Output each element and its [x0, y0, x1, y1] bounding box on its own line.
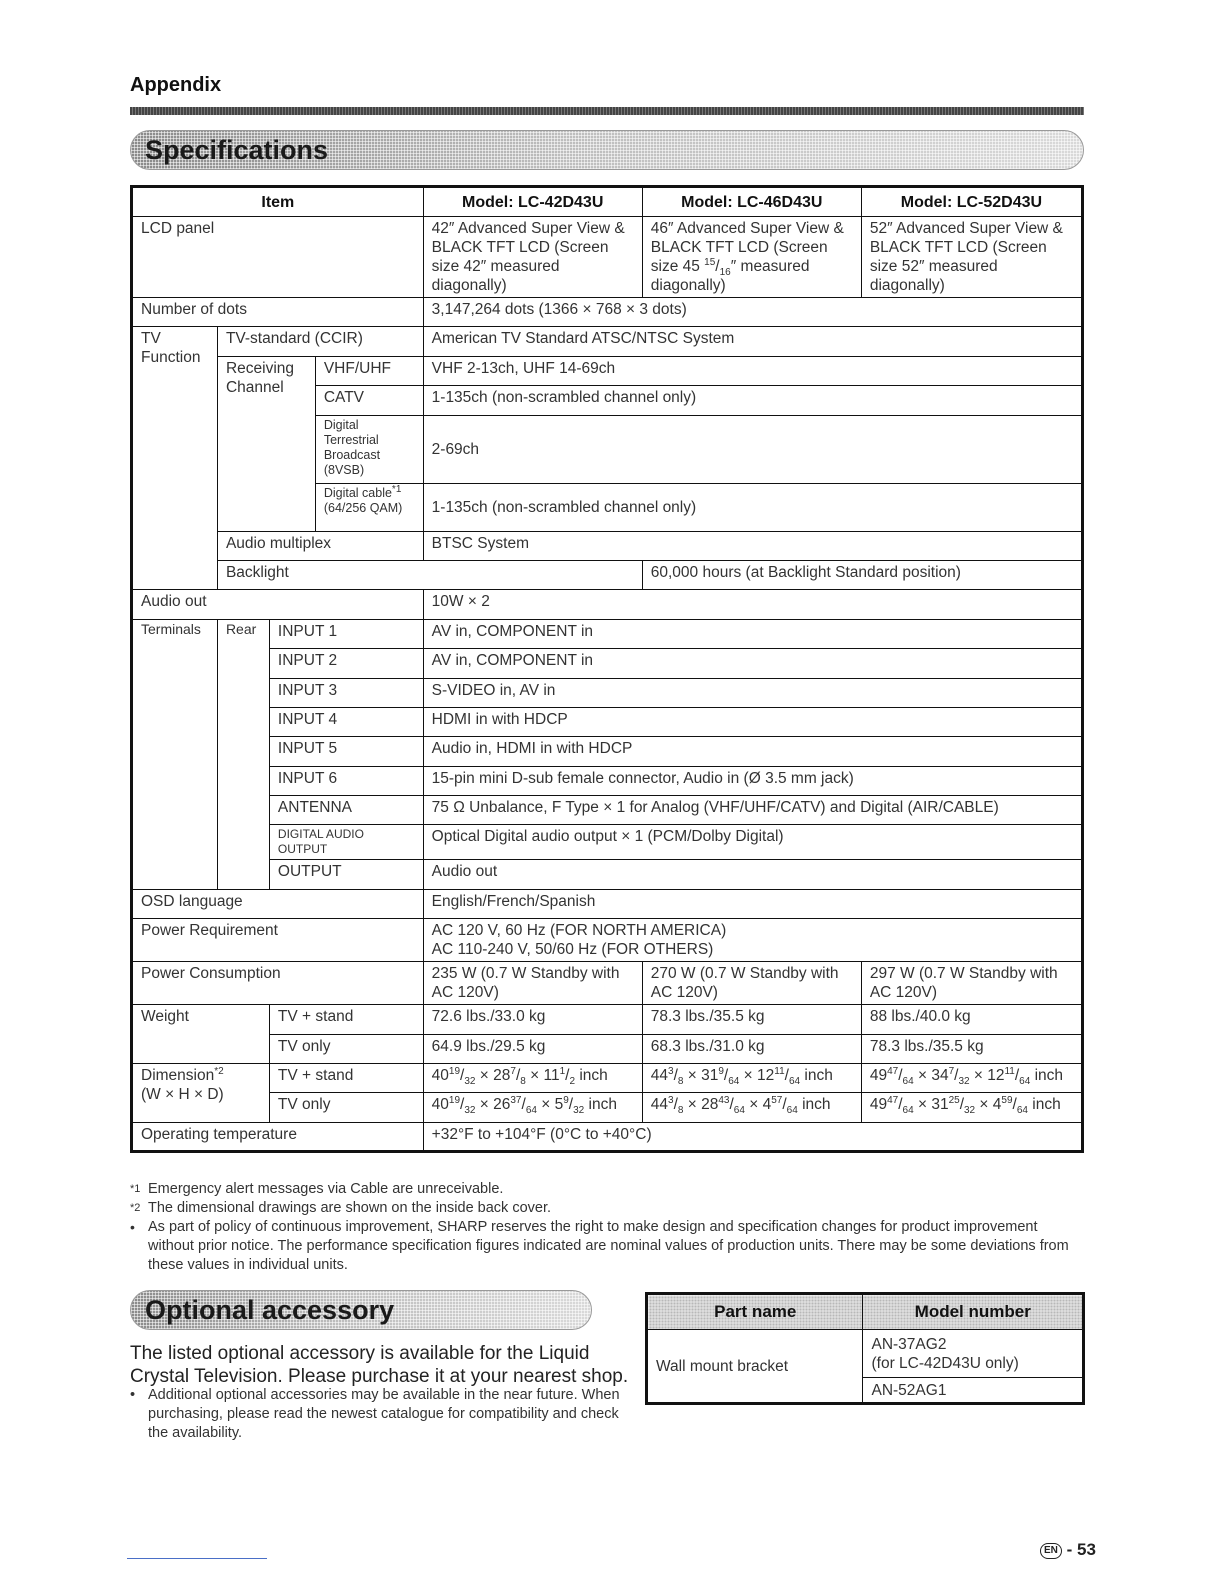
- cell-value: 78.3 lbs./35.5 kg: [642, 1005, 861, 1034]
- row-label: Operating temperature: [132, 1122, 424, 1151]
- table-row: [132, 678, 1083, 707]
- specifications-banner: [130, 130, 1084, 170]
- model-number: AN-37AG2 (for LC-42D43U only): [863, 1330, 1084, 1378]
- cell-value: AC 120 V, 60 Hz (FOR NORTH AMERICA) AC 110-240 V, 50/60 Hz (FOR OTHERS): [423, 919, 1082, 962]
- cell-value: 68.3 lbs./31.0 kg: [642, 1034, 861, 1063]
- row-label: TV + stand: [269, 1005, 423, 1034]
- cell-value: 270 W (0.7 W Standby with AC 120V): [642, 962, 861, 1005]
- footnote: *2 The dimensional drawings are shown on the inside back cover.: [130, 1200, 552, 1216]
- specifications-title: Specifications: [145, 135, 329, 165]
- row-label: Audio out: [132, 590, 424, 619]
- row-label: Receiving Channel: [217, 356, 315, 531]
- cell-value: AV in, COMPONENT in: [423, 619, 1082, 648]
- cell-value: HDMI in with HDCP: [423, 707, 1082, 736]
- table-row: [132, 298, 1083, 327]
- table-row: [132, 1122, 1083, 1151]
- cell-value: $49^{47}/_{64} \times 31^{25}/_{32} \times 4^{59}/_{64}$ inch: [861, 1093, 1082, 1122]
- row-label: Power Consumption: [132, 962, 424, 1005]
- table-row: [132, 356, 1083, 385]
- cell-value: $49^{47}/_{64} \times 34^7/_{32} \times 12^{11}/_{64}$ inch: [861, 1064, 1082, 1093]
- cell-value: $40^{19}/_{32} \times 26^{37}/_{64} \times 5^9/_{32}$ inch: [423, 1093, 642, 1122]
- header-model-number: Model number: [863, 1294, 1084, 1330]
- model-number: AN-52AG1: [863, 1378, 1084, 1404]
- header-item: Item: [132, 187, 424, 217]
- specifications-table: [130, 185, 1084, 1153]
- footnote: • As part of policy of continuous improvement, SHARP reserves the right to make design and specification changes for product improvement without prior notice. The performance specification figures indicated are nominal values of production units. There may be some deviations from these values in individual units.: [130, 1219, 1069, 1273]
- row-label: OUTPUT: [269, 860, 423, 889]
- optional-accessory-title: Optional accessory: [145, 1295, 395, 1325]
- cell-value: AV in, COMPONENT in: [423, 649, 1082, 678]
- cell-value: 75 Ω Unbalance, F Type × 1 for Analog (VHF/UHF/CATV) and Digital (AIR/CABLE): [423, 796, 1082, 825]
- cell-value: +32°F to +104°F (0°C to +40°C): [423, 1122, 1082, 1151]
- page-number: EN - 53: [1040, 1540, 1096, 1560]
- cell-value: 60,000 hours (at Backlight Standard position): [642, 560, 1082, 589]
- cell-value: 52″ Advanced Super View & BLACK TFT LCD (Screen size 52″ measured diagonally): [861, 217, 1082, 298]
- header-part-name: Part name: [647, 1294, 863, 1330]
- footnote: *1 Emergency alert messages via Cable are unreceivable.: [130, 1181, 504, 1197]
- cell-value: 42″ Advanced Super View & BLACK TFT LCD (Screen size 42″ measured diagonally): [423, 217, 642, 298]
- table-header-row: [132, 187, 1083, 217]
- language-badge: EN: [1040, 1543, 1062, 1559]
- table-row: [132, 1034, 1083, 1063]
- cell-value: $44^3/_8 \times 31^9/_{64} \times 12^{11}/_{64}$ inch: [642, 1064, 861, 1093]
- table-header-row: [647, 1294, 1084, 1330]
- header-model-52: Model: LC-52D43U: [861, 187, 1082, 217]
- row-label: TV + stand: [269, 1064, 423, 1093]
- cell-value: English/French/Spanish: [423, 889, 1082, 918]
- table-row: [132, 1064, 1083, 1093]
- cell-value: 235 W (0.7 W Standby with AC 120V): [423, 962, 642, 1005]
- row-label: INPUT 6: [269, 766, 423, 795]
- row-label: INPUT 3: [269, 678, 423, 707]
- cell-value: 78.3 lbs./35.5 kg: [861, 1034, 1082, 1063]
- table-row: [132, 962, 1083, 1005]
- header-model-42: Model: LC-42D43U: [423, 187, 642, 217]
- row-label: TV only: [269, 1093, 423, 1122]
- row-label: Rear: [217, 619, 269, 889]
- row-label: OSD language: [132, 889, 424, 918]
- table-row: [132, 560, 1083, 589]
- optional-intro: The listed optional accessory is available for the Liquid Crystal Television. Please purchase it at your nearest shop.: [130, 1343, 629, 1387]
- table-row: [132, 919, 1083, 962]
- row-label: ANTENNA: [269, 796, 423, 825]
- cell-value: 64.9 lbs./29.5 kg: [423, 1034, 642, 1063]
- bottom-rule: [127, 1558, 267, 1559]
- row-label: DIGITAL AUDIO OUTPUT: [269, 825, 423, 860]
- row-label: CATV: [315, 386, 423, 415]
- cell-value: 1-135ch (non-scrambled channel only): [423, 483, 1082, 531]
- row-label: Weight: [132, 1005, 270, 1064]
- cell-value: $40^{19}/_{32} \times 28^7/_8 \times 11^1/_2$ inch: [423, 1064, 642, 1093]
- cell-value: 15-pin mini D-sub female connector, Audio in (Ø 3.5 mm jack): [423, 766, 1082, 795]
- row-label: Terminals: [132, 619, 218, 889]
- table-row: [132, 796, 1083, 825]
- row-label: TV only: [269, 1034, 423, 1063]
- table-row: [132, 825, 1083, 860]
- cell-value: 297 W (0.7 W Standby with AC 120V): [861, 962, 1082, 1005]
- row-label: LCD panel: [132, 217, 424, 298]
- cell-value: Audio out: [423, 860, 1082, 889]
- table-row: [132, 327, 1083, 356]
- cell-value: 3,147,264 dots (1366 × 768 × 3 dots): [423, 298, 1082, 327]
- cell-value: 46″ Advanced Super View & BLACK TFT LCD (Screen size 45 $^{15}/_{16}''$ measured diagonally): [642, 217, 861, 298]
- table-row: [132, 707, 1083, 736]
- table-row: [132, 217, 1083, 298]
- table-row: [132, 619, 1083, 648]
- row-label: INPUT 2: [269, 649, 423, 678]
- table-row: [132, 860, 1083, 889]
- footnotes: [130, 1180, 1084, 1275]
- row-label: Digital cable$^{*1}$ (64/256 QAM): [315, 483, 423, 531]
- cell-value: BTSC System: [423, 531, 1082, 560]
- row-label: Power Requirement: [132, 919, 424, 962]
- cell-value: Optical Digital audio output × 1 (PCM/Dolby Digital): [423, 825, 1082, 860]
- cell-value: 1-135ch (non-scrambled channel only): [423, 386, 1082, 415]
- header-model-46: Model: LC-46D43U: [642, 187, 861, 217]
- table-row: [132, 590, 1083, 619]
- row-label: Number of dots: [132, 298, 424, 327]
- row-label: VHF/UHF: [315, 356, 423, 385]
- table-row: [132, 531, 1083, 560]
- cell-value: 72.6 lbs./33.0 kg: [423, 1005, 642, 1034]
- table-row: [132, 889, 1083, 918]
- part-name: Wall mount bracket: [647, 1330, 863, 1404]
- table-row: [132, 1005, 1083, 1034]
- row-label: INPUT 4: [269, 707, 423, 736]
- cell-value: Audio in, HDMI in with HDCP: [423, 737, 1082, 766]
- table-row: [647, 1330, 1084, 1378]
- row-label: Audio multiplex: [217, 531, 423, 560]
- cell-value: 88 lbs./40.0 kg: [861, 1005, 1082, 1034]
- optional-accessory-banner: [130, 1290, 592, 1330]
- table-row: [132, 649, 1083, 678]
- cell-value: 2-69ch: [423, 415, 1082, 483]
- row-label: TV-standard (CCIR): [217, 327, 423, 356]
- table-row: [132, 1093, 1083, 1122]
- cell-value: VHF 2-13ch, UHF 14-69ch: [423, 356, 1082, 385]
- cell-value: $44^3/_8 \times 28^{43}/_{64} \times 4^{57}/_{64}$ inch: [642, 1093, 861, 1122]
- cell-value: 10W × 2: [423, 590, 1082, 619]
- cell-value: S-VIDEO in, AV in: [423, 678, 1082, 707]
- row-label: INPUT 1: [269, 619, 423, 648]
- table-row: [132, 766, 1083, 795]
- heading-rule: [130, 107, 1084, 115]
- row-label: TV Function: [132, 327, 218, 590]
- accessory-table: [645, 1292, 1085, 1405]
- row-label: Backlight: [217, 560, 642, 589]
- row-label: Digital Terrestrial Broadcast (8VSB): [315, 415, 423, 483]
- row-label: INPUT 5: [269, 737, 423, 766]
- cell-value: American TV Standard ATSC/NTSC System: [423, 327, 1082, 356]
- section-heading: Appendix: [130, 74, 222, 96]
- optional-bullet: • Additional optional accessories may be available in the near future. When purchasing, please read the newest catalogue for compatibility and check the availability.: [130, 1387, 620, 1441]
- row-label: Dimension$^{*2}$ (W × H × D): [132, 1064, 270, 1123]
- table-row: [132, 737, 1083, 766]
